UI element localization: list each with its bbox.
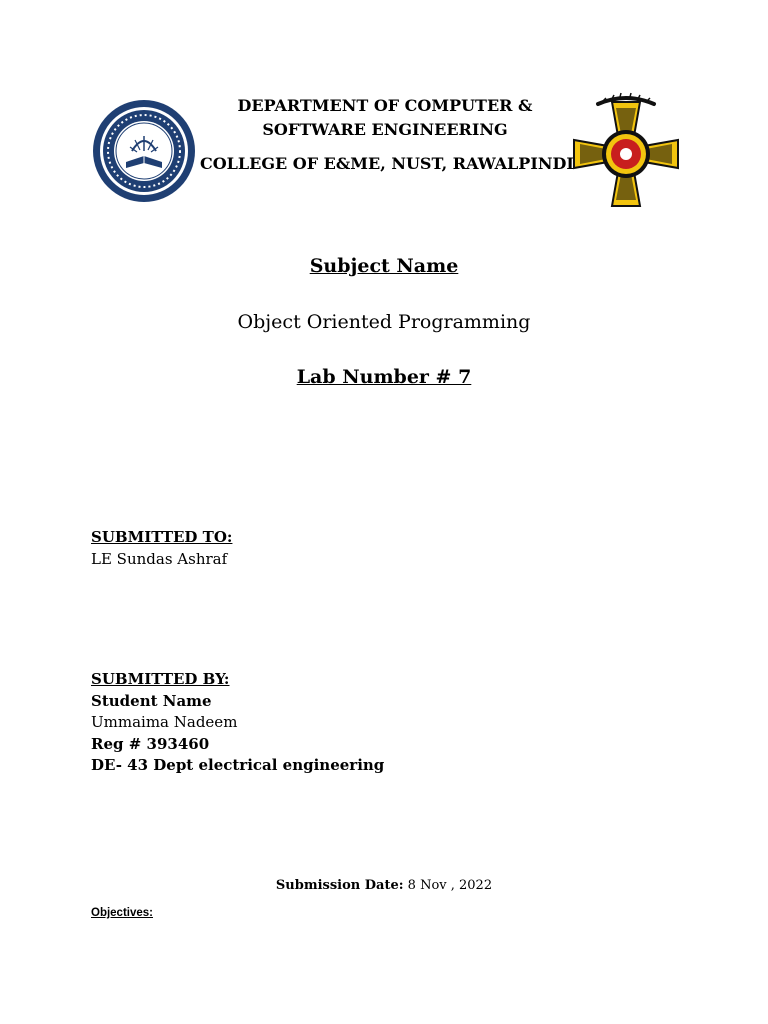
college-crest-icon bbox=[568, 92, 684, 212]
submitted-by-section bbox=[91, 669, 384, 777]
objectives-heading: Objectives: bbox=[91, 907, 153, 919]
submitted-to-section bbox=[91, 527, 232, 570]
submission-date-label: Submission Date: bbox=[275, 878, 404, 893]
nust-seal-icon bbox=[91, 96, 197, 206]
submitted-to-name: LE Sundas Ashraf bbox=[91, 549, 228, 568]
college-title: COLLEGE OF E&ME, NUST, RAWALPINDI bbox=[200, 154, 574, 173]
submitted-to-heading: SUBMITTED TO: bbox=[91, 528, 233, 546]
department-line-1: DEPARTMENT OF COMPUTER & bbox=[237, 96, 533, 115]
registration-number: Reg # 393460 bbox=[91, 734, 210, 753]
lab-number: Lab Number # 7 bbox=[296, 366, 472, 388]
department-info: DE- 43 Dept electrical engineering bbox=[91, 756, 385, 774]
submission-date-line bbox=[0, 878, 768, 893]
submission-date-value: 8 Nov , 2022 bbox=[403, 878, 493, 893]
subject-heading: Subject Name bbox=[309, 255, 459, 277]
submitted-by-heading: SUBMITTED BY: bbox=[91, 670, 230, 688]
student-name-label: Student Name bbox=[91, 691, 212, 710]
department-title bbox=[200, 94, 570, 142]
subject-name: Object Oriented Programming bbox=[237, 311, 531, 333]
student-name: Ummaima Nadeem bbox=[91, 713, 238, 731]
department-line-2: SOFTWARE ENGINEERING bbox=[262, 120, 508, 139]
